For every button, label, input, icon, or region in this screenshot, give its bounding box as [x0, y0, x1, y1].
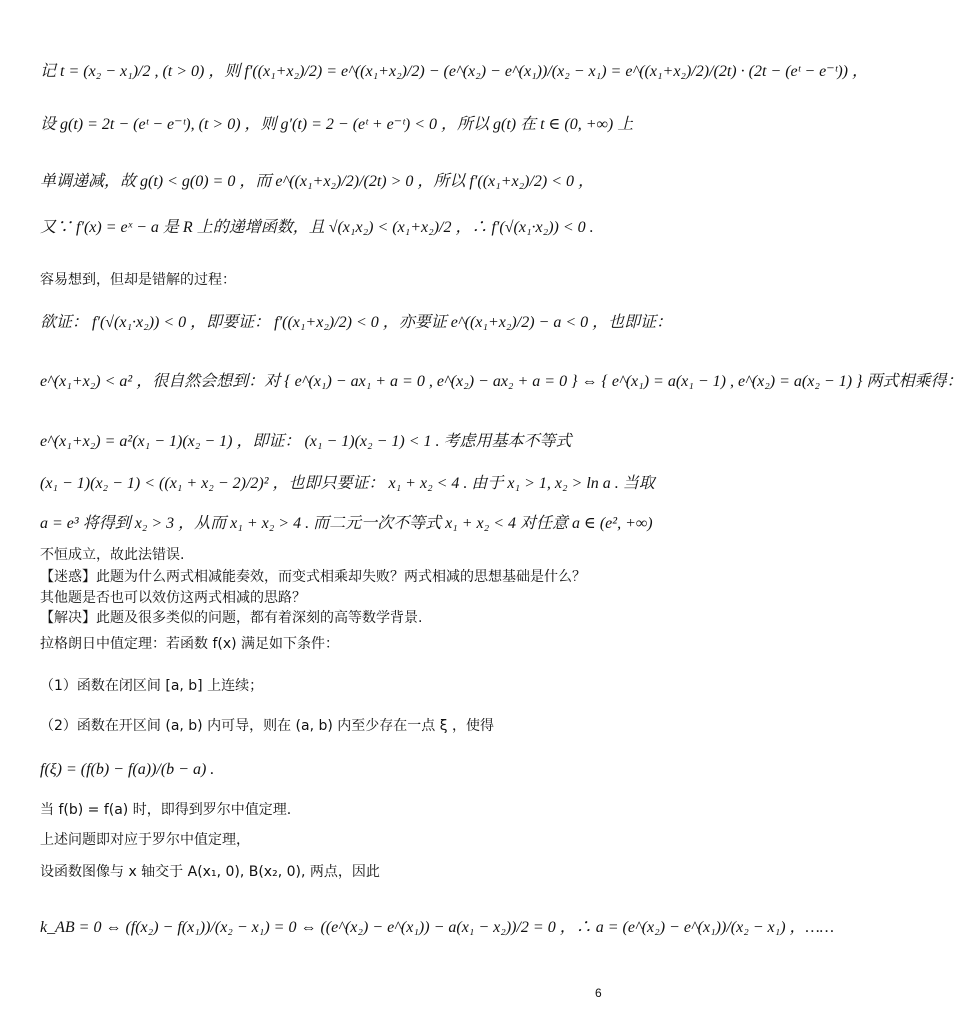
- text-line: 设函数图像与 x 轴交于 A(x₁, 0), B(x₂, 0), 两点，因此: [40, 864, 380, 880]
- text-line: 又∵ f′(x) = eˣ − a 是 R 上的递增函数，且 √(x₁x₂) < (x₁+x₂)/2 ，∴ f′(√(x₁·x₂)) < 0 .: [40, 219, 594, 236]
- text-line: 设 g(t) = 2t − (eᵗ − e⁻ᵗ), (t > 0) ，则 g′(t) = 2 − (eᵗ + e⁻ᵗ) < 0 ，所以 g(t) 在 t ∈ (0, +∞) 上: [40, 116, 634, 133]
- text-line: f(ξ) = (f(b) − f(a))/(b − a) .: [40, 761, 215, 778]
- text-line: （2）函数在开区间 (a, b) 内可导，则在 (a, b) 内至少存在一点 ξ ，使得: [40, 718, 494, 734]
- text-line: k_AB = 0 ⇔ (f(x₂) − f(x₁))/(x₂ − x₁) = 0 ⇔ ((e^(x₂) − e^(x₁)) − a(x₁ − x₂))/2 = 0 ，∴ a = (e^(x₂) − e^(x₁))/(x₂ − x₁) ，……: [40, 919, 835, 936]
- text-line: （1）函数在闭区间 [a, b] 上连续；: [40, 678, 264, 694]
- text-line: a = e³ 将得到 x₂ > 3 ，从而 x₁ + x₂ > 4 . 而二元一次不等式 x₁ + x₂ < 4 对任意 a ∈ (e², +∞): [40, 515, 653, 532]
- text-line: 不恒成立，故此法错误.: [40, 547, 185, 563]
- text-line: 其他题是否也可以效仿这两式相减的思路？: [40, 590, 306, 606]
- text-line: 容易想到，但却是错解的过程：: [40, 272, 236, 288]
- text-line: 记 t = (x₂ − x₁)/2 , (t > 0) ，则 f′((x₁+x₂)/2) = e^((x₁+x₂)/2) − (e^(x₂) − e^(x₁))/(x₂ − x₁) = e^((x₁+x₂)/2)/(2t) · (2t − (eᵗ − e⁻ᵗ)) ，: [40, 63, 869, 80]
- text-line: 单调递减，故 g(t) < g(0) = 0 ，而 e^((x₁+x₂)/2)/(2t) > 0 ，所以 f′((x₁+x₂)/2) < 0 ，: [40, 173, 595, 190]
- text-line: 拉格朗日中值定理：若函数 f(x) 满足如下条件：: [40, 636, 340, 652]
- text-line: 上述问题即对应于罗尔中值定理，: [40, 832, 250, 848]
- text-line: (x₁ − 1)(x₂ − 1) < ((x₁ + x₂ − 2)/2)² ，也即只要证： x₁ + x₂ < 4 . 由于 x₁ > 1, x₂ > ln a . 当取: [40, 475, 655, 492]
- text-line: 欲证： f′(√(x₁·x₂)) < 0 ，即要证： f′((x₁+x₂)/2) < 0 ，亦要证 e^((x₁+x₂)/2) − a < 0 ，也即证：: [40, 314, 673, 331]
- text-line: 【解决】此题及很多类似的问题，都有着深刻的高等数学背景.: [40, 610, 423, 626]
- text-line: 【迷惑】此题为什么两式相减能奏效，而变式相乘却失败？两式相减的思想基础是什么？: [40, 569, 586, 585]
- text-line: e^(x₁+x₂) < a² ，很自然会想到：对 { e^(x₁) − ax₁ + a = 0 , e^(x₂) − ax₂ + a = 0 } ⇔ { e^(x₁) = a(x₁ − 1) , e^(x₂) = a(x₂ − 1) } 两式相乘得：: [40, 373, 962, 390]
- text-line: e^(x₁+x₂) = a²(x₁ − 1)(x₂ − 1) ，即证： (x₁ − 1)(x₂ − 1) < 1 . 考虑用基本不等式: [40, 433, 572, 450]
- text-line: 当 f(b) = f(a) 时，即得到罗尔中值定理.: [40, 802, 292, 818]
- page-number: 6: [595, 986, 602, 1000]
